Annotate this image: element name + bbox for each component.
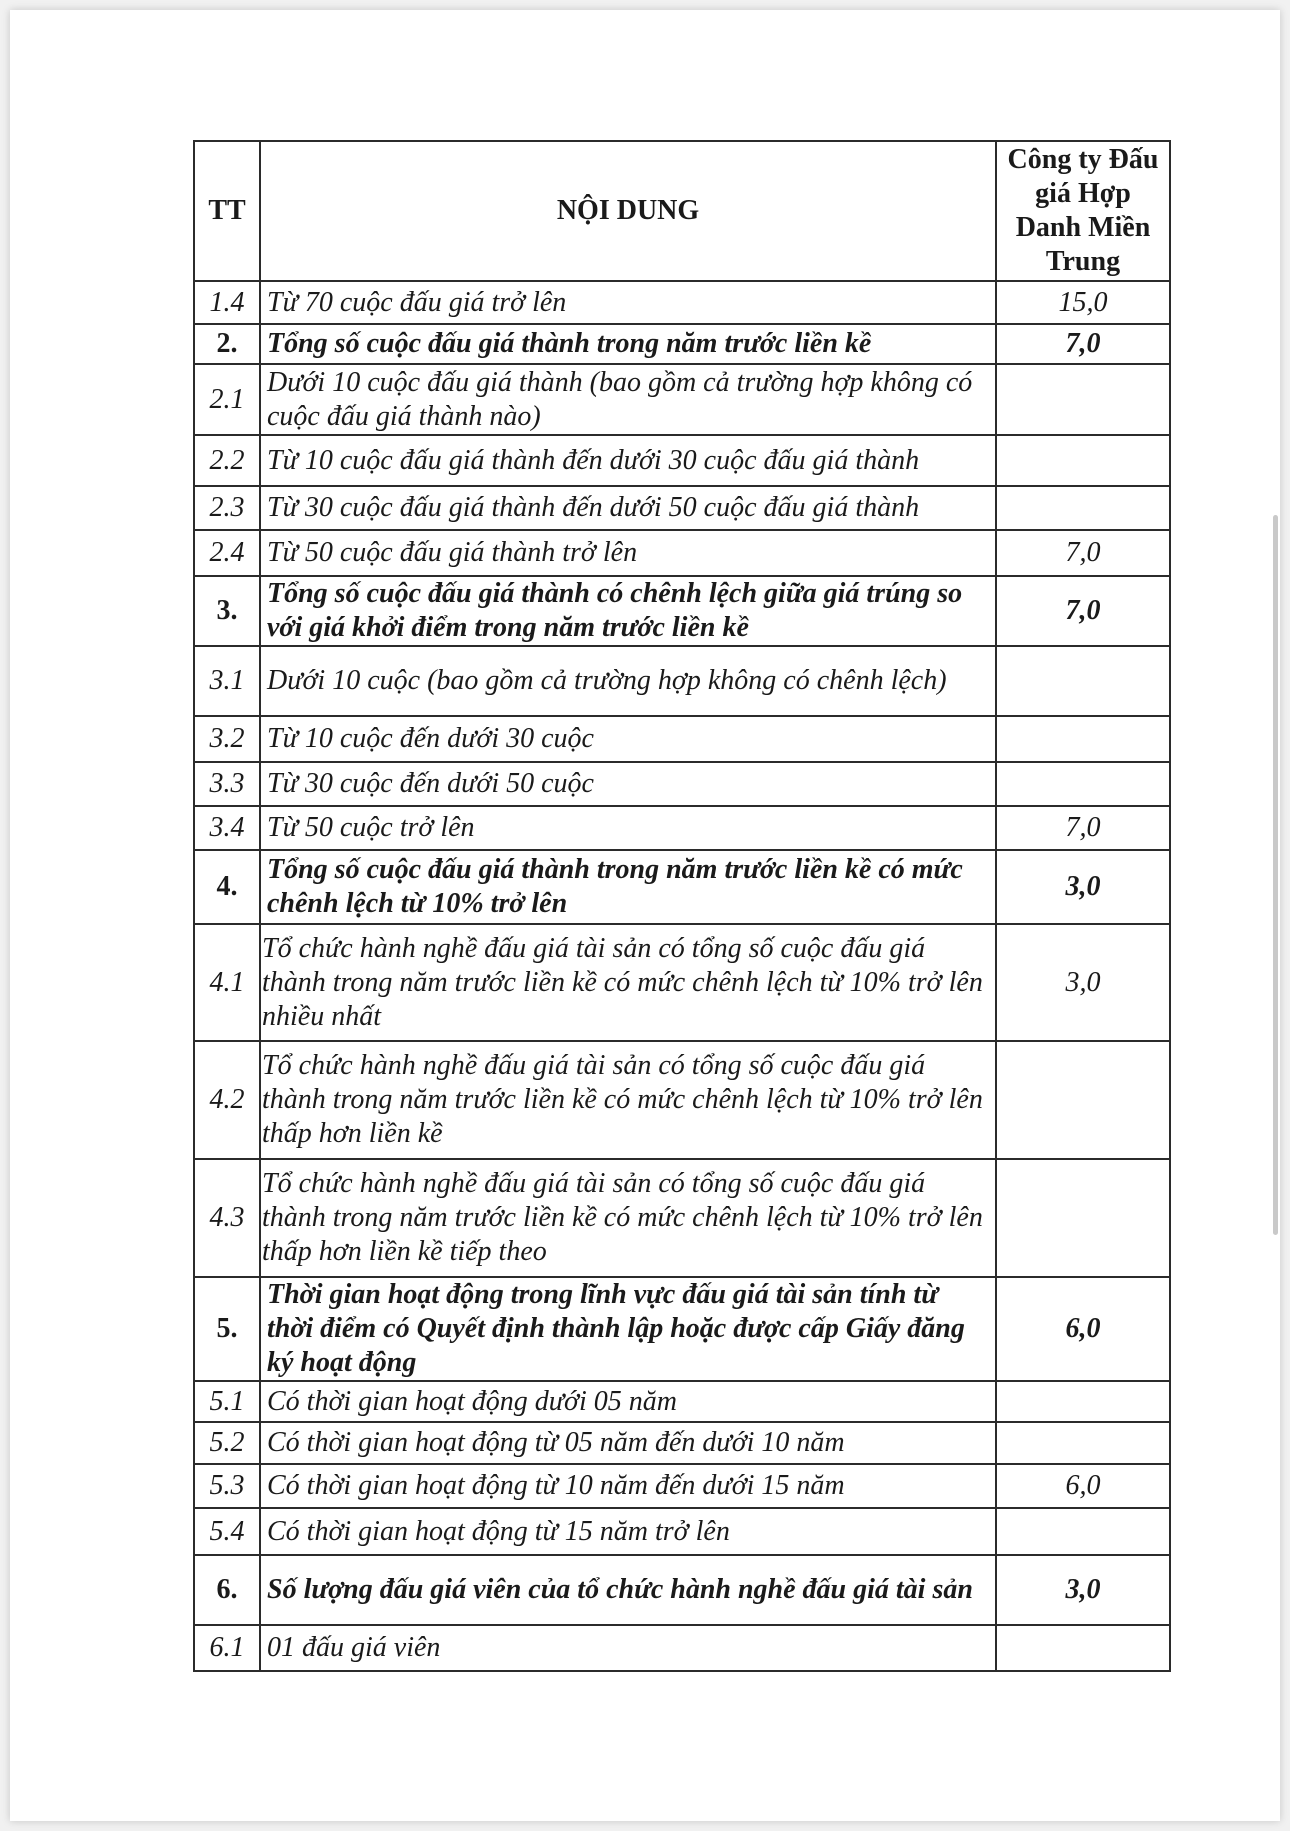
table-row-section: [194, 324, 1170, 364]
row-value: [996, 364, 1170, 435]
row-tt: 2.3: [194, 486, 260, 530]
scoring-table: [193, 140, 1171, 1672]
row-content: Từ 10 cuộc đấu giá thành đến dưới 30 cuộc đấu giá thành: [260, 435, 996, 486]
table-row-section: [194, 850, 1170, 924]
row-tt: 1.4: [194, 281, 260, 324]
table-row: [194, 762, 1170, 806]
row-value: [996, 486, 1170, 530]
row-tt: 4.1: [194, 924, 260, 1041]
row-value: [996, 1381, 1170, 1422]
row-tt: 2.: [194, 324, 260, 364]
header-company-line: Danh Miền: [1015, 212, 1151, 243]
row-content: Từ 50 cuộc đấu giá thành trở lên: [260, 530, 996, 576]
table-row-section: [194, 1555, 1170, 1625]
row-content: Từ 50 cuộc trở lên: [260, 806, 996, 850]
row-tt: 5.2: [194, 1422, 260, 1464]
header-company-line: Công ty Đấu: [1007, 144, 1159, 175]
table-row-section: [194, 576, 1170, 646]
row-value: 15,0: [996, 281, 1170, 324]
table-row: [194, 281, 1170, 324]
table-row: [194, 1625, 1170, 1671]
row-value: [996, 1041, 1170, 1159]
row-content: Tổ chức hành nghề đấu giá tài sản có tổng số cuộc đấu giá thành trong năm trước liền kề có mức chênh lệch từ 10% trở lên nhiều nhất: [260, 924, 996, 1041]
row-content: Từ 30 cuộc đến dưới 50 cuộc: [260, 762, 996, 806]
row-content: Có thời gian hoạt động từ 15 năm trở lên: [260, 1508, 996, 1555]
row-value: 6,0: [996, 1277, 1170, 1381]
row-tt: 2.1: [194, 364, 260, 435]
table-row: [194, 1381, 1170, 1422]
row-value: [996, 435, 1170, 486]
row-content: Có thời gian hoạt động từ 10 năm đến dưới 15 năm: [260, 1464, 996, 1508]
table-row: [194, 924, 1170, 1041]
row-value: [996, 1508, 1170, 1555]
row-value: [996, 762, 1170, 806]
row-tt: 5.4: [194, 1508, 260, 1555]
row-value: 7,0: [996, 576, 1170, 646]
row-content: Từ 70 cuộc đấu giá trở lên: [260, 281, 996, 324]
row-tt: 3.4: [194, 806, 260, 850]
row-content: Tổng số cuộc đấu giá thành có chênh lệch giữa giá trúng so với giá khởi điểm trong năm trước liền kề: [260, 576, 996, 646]
header-row: [194, 141, 1170, 281]
row-tt: 4.2: [194, 1041, 260, 1159]
row-content: Số lượng đấu giá viên của tổ chức hành nghề đấu giá tài sản: [260, 1555, 996, 1625]
row-tt: 2.4: [194, 530, 260, 576]
row-content: Có thời gian hoạt động từ 05 năm đến dưới 10 năm: [260, 1422, 996, 1464]
table-row: [194, 530, 1170, 576]
row-content: 01 đấu giá viên: [260, 1625, 996, 1671]
table-row: [194, 486, 1170, 530]
row-value: [996, 716, 1170, 762]
row-content: Từ 30 cuộc đấu giá thành đến dưới 50 cuộc đấu giá thành: [260, 486, 996, 530]
row-tt: 6.1: [194, 1625, 260, 1671]
row-value: 7,0: [996, 806, 1170, 850]
row-content: Có thời gian hoạt động dưới 05 năm: [260, 1381, 996, 1422]
header-company: [996, 141, 1170, 281]
row-tt: 5.1: [194, 1381, 260, 1422]
row-value: [996, 646, 1170, 716]
table-row: [194, 646, 1170, 716]
row-value: 7,0: [996, 530, 1170, 576]
table-row: [194, 1041, 1170, 1159]
table-row: [194, 1464, 1170, 1508]
header-content: NỘI DUNG: [260, 141, 996, 281]
row-content: Tổng số cuộc đấu giá thành trong năm trước liền kề có mức chênh lệch từ 10% trở lên: [260, 850, 996, 924]
table-row: [194, 1508, 1170, 1555]
row-tt: 2.2: [194, 435, 260, 486]
row-content: Dưới 10 cuộc đấu giá thành (bao gồm cả trường hợp không có cuộc đấu giá thành nào): [260, 364, 996, 435]
row-tt: 3.3: [194, 762, 260, 806]
row-tt: 3.2: [194, 716, 260, 762]
scrollbar[interactable]: [1273, 515, 1278, 1235]
header-company-line: Trung: [1045, 246, 1121, 277]
table-row-section: [194, 1277, 1170, 1381]
table-row: [194, 1422, 1170, 1464]
row-value: [996, 1625, 1170, 1671]
document-page: [10, 10, 1280, 1821]
row-tt: 5.: [194, 1277, 260, 1381]
row-content: Thời gian hoạt động trong lĩnh vực đấu giá tài sản tính từ thời điểm có Quyết định thành lập hoặc được cấp Giấy đăng ký hoạt động: [260, 1277, 996, 1381]
row-tt: 5.3: [194, 1464, 260, 1508]
table-row: [194, 716, 1170, 762]
row-tt: 3.1: [194, 646, 260, 716]
header-company-line: giá Hợp: [1035, 178, 1131, 209]
row-value: 7,0: [996, 324, 1170, 364]
row-value: 3,0: [996, 924, 1170, 1041]
row-value: 3,0: [996, 850, 1170, 924]
row-value: [996, 1422, 1170, 1464]
header-tt: TT: [194, 141, 260, 281]
row-tt: 4.3: [194, 1159, 260, 1277]
row-tt: 3.: [194, 576, 260, 646]
row-content: Tổ chức hành nghề đấu giá tài sản có tổng số cuộc đấu giá thành trong năm trước liền kề có mức chênh lệch từ 10% trở lên thấp hơn liền kề tiếp theo: [260, 1159, 996, 1277]
row-value: 6,0: [996, 1464, 1170, 1508]
row-content: Tổng số cuộc đấu giá thành trong năm trước liền kề: [260, 324, 996, 364]
row-value: 3,0: [996, 1555, 1170, 1625]
table-row: [194, 1159, 1170, 1277]
table-row: [194, 435, 1170, 486]
row-tt: 4.: [194, 850, 260, 924]
table-row: [194, 364, 1170, 435]
row-tt: 6.: [194, 1555, 260, 1625]
table-row: [194, 806, 1170, 850]
row-content: Dưới 10 cuộc (bao gồm cả trường hợp không có chênh lệch): [260, 646, 996, 716]
row-content: Từ 10 cuộc đến dưới 30 cuộc: [260, 716, 996, 762]
row-content: Tổ chức hành nghề đấu giá tài sản có tổng số cuộc đấu giá thành trong năm trước liền kề có mức chênh lệch từ 10% trở lên thấp hơn liền kề: [260, 1041, 996, 1159]
row-value: [996, 1159, 1170, 1277]
